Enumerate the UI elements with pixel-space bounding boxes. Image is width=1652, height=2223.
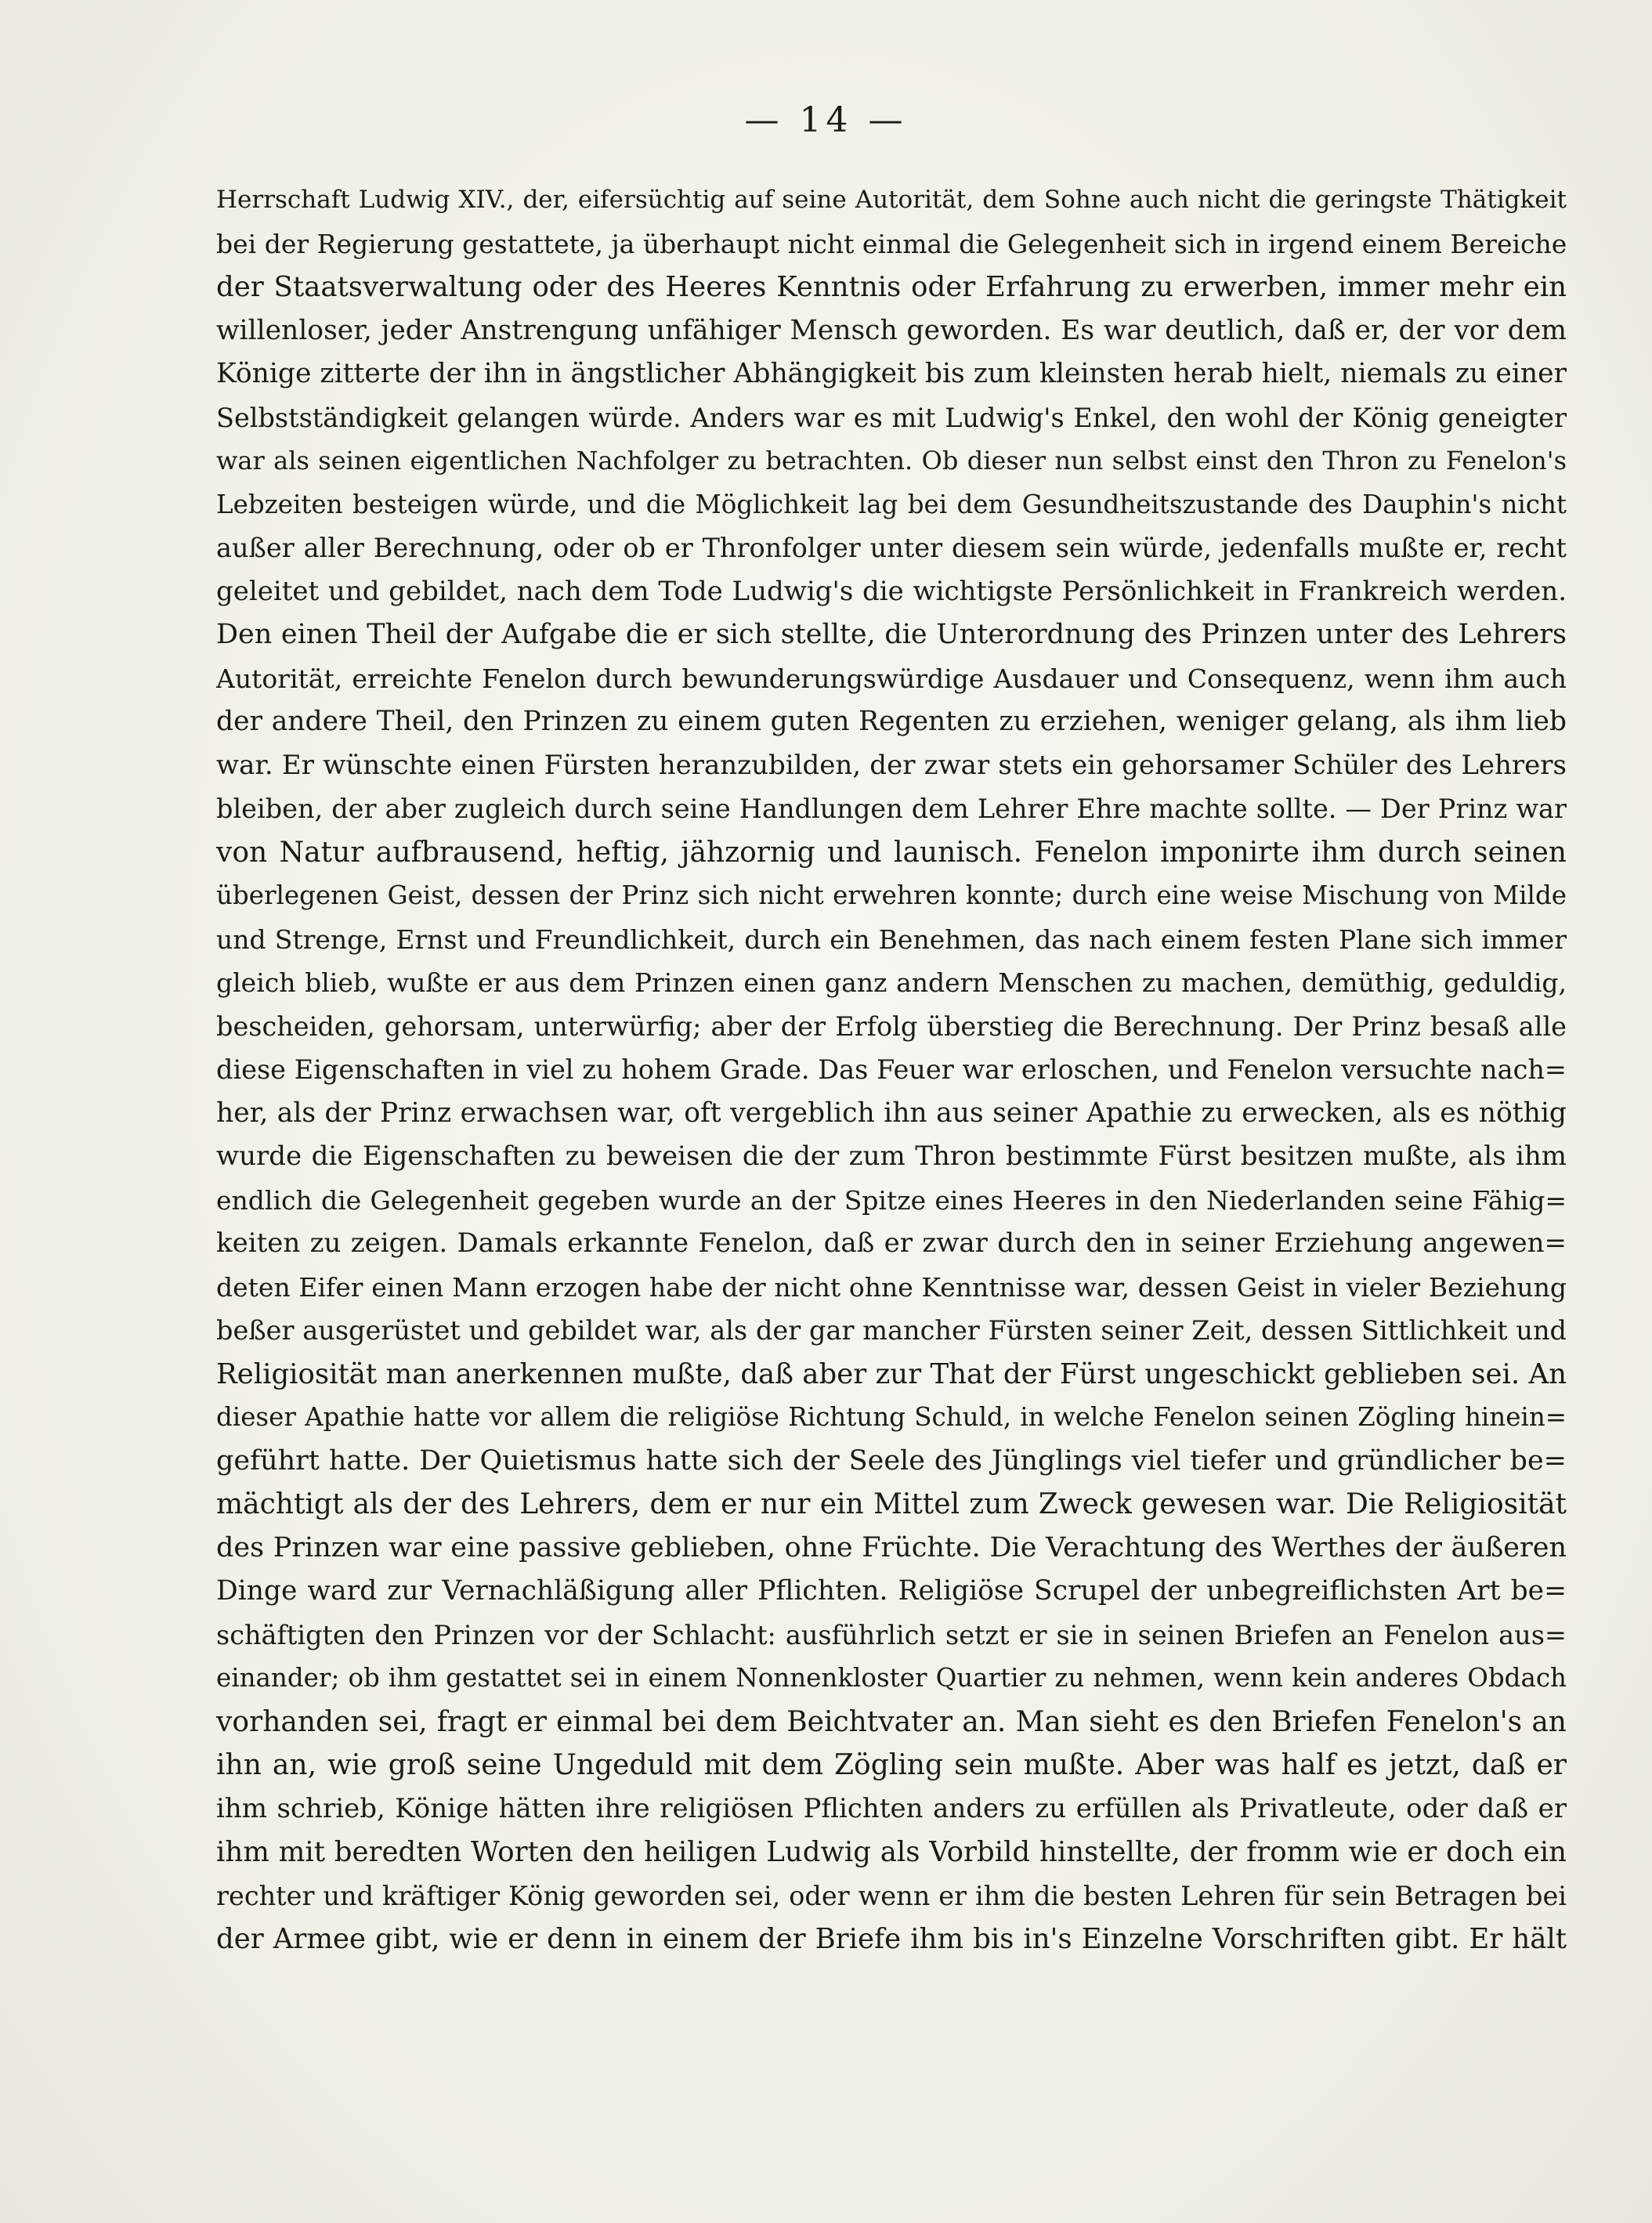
text-line: Autorität, erreichte Fenelon durch bewunderungswürdige Ausdauer und Consequenz, wenn ihm auch bbox=[216, 663, 1567, 694]
text-line: ihm mit beredten Worten den heiligen Ludwig als Vorbild hinstellte, der fromm wie er doch ein bbox=[216, 1836, 1567, 1868]
text-line: wurde die Eigenschaften zu beweisen die der zum Thron bestimmte Fürst besitzen mußte, als ihm bbox=[216, 1140, 1567, 1172]
text-line: gleich blieb, wußte er aus dem Prinzen einen ganz andern Menschen zu machen, demüthig, geduldig, bbox=[216, 967, 1567, 998]
text-line: Lebzeiten besteigen würde, und die Möglichkeit lag bei dem Gesundheitszustande des Dauphin's nicht bbox=[216, 489, 1567, 519]
text-line: schäftigten den Prinzen vor der Schlacht: ausführlich setzt er sie in seinen Briefen an Fenelon aus= bbox=[216, 1619, 1567, 1650]
text-line: rechter und kräftiger König geworden sei, oder wenn er ihm die besten Lehren für sein Betragen bei bbox=[216, 1880, 1567, 1911]
text-line: Dinge ward zur Vernachläßigung aller Pflichten. Religiöse Scrupel der unbegreiflichsten Art be= bbox=[216, 1575, 1567, 1607]
body-text bbox=[216, 179, 1567, 1961]
text-line: willenloser, jeder Anstrengung unfähiger Mensch geworden. Es war deutlich, daß er, der vor dem bbox=[216, 314, 1567, 346]
text-line: keiten zu zeigen. Damals erkannte Fenelon, daß er zwar durch den in seiner Erziehung angewen= bbox=[216, 1227, 1567, 1259]
text-line: einander; ob ihm gestattet sei in einem Nonnenkloster Quartier zu nehmen, wenn kein anderes Obdach bbox=[216, 1663, 1567, 1693]
text-line: der andere Theil, den Prinzen zu einem guten Regenten zu erziehen, weniger gelang, als ihm lieb bbox=[216, 706, 1567, 737]
text-line: geleitet und gebildet, nach dem Tode Ludwig's die wichtigste Persönlichkeit in Frankreich werden. bbox=[216, 575, 1567, 607]
text-line: bleiben, der aber zugleich durch seine Handlungen dem Lehrer Ehre machte sollte. — Der Prinz war bbox=[216, 793, 1567, 824]
text-line: mächtigt als der des Lehrers, dem er nur ein Mittel zum Zweck gewesen war. Die Religiosität bbox=[216, 1488, 1567, 1520]
text-line: außer aller Berechnung, oder ob er Thronfolger unter diesem sein würde, jedenfalls mußte er, recht bbox=[216, 533, 1567, 563]
text-line: Religiosität man anerkennen mußte, daß aber zur That der Fürst ungeschickt geblieben sei. An bbox=[216, 1357, 1567, 1390]
page-number: — 14 — bbox=[744, 100, 908, 140]
text-line: vorhanden sei, fragt er einmal bei dem Beichtvater an. Man sieht es den Briefen Fenelon's an bbox=[216, 1705, 1567, 1738]
text-line: war als seinen eigentlichen Nachfolger zu betrachten. Ob dieser nun selbst einst den Thron zu Fenelon's bbox=[216, 446, 1567, 475]
text-line: überlegenen Geist, dessen der Prinz sich nicht erwehren konnte; durch eine weise Mischung von Milde bbox=[216, 880, 1567, 910]
text-line: des Prinzen war eine passive geblieben, ohne Früchte. Die Verachtung des Werthes der äußeren bbox=[216, 1531, 1567, 1563]
text-line: Den einen Theil der Aufgabe die er sich stellte, die Unterordnung des Prinzen unter des Lehrers bbox=[216, 619, 1567, 650]
text-line: ihn an, wie groß seine Ungeduld mit dem Zögling sein mußte. Aber was half es jetzt, daß er bbox=[216, 1749, 1567, 1781]
text-line: Herrschaft Ludwig XIV., der, eifersüchtig auf seine Autorität, dem Sohne auch nicht die geringste Thätigkeit bbox=[216, 186, 1567, 214]
text-line: dieser Apathie hatte vor allem die religiöse Richtung Schuld, in welche Fenelon seinen Zögling hinein= bbox=[216, 1402, 1567, 1432]
text-line: Selbstständigkeit gelangen würde. Anders war es mit Ludwig's Enkel, den wohl der König geneigter bbox=[216, 402, 1567, 433]
text-line: bescheiden, gehorsam, unterwürfig; aber der Erfolg überstieg die Berechnung. Der Prinz besaß alle bbox=[216, 1010, 1567, 1042]
text-line: der Armee gibt, wie er denn in einem der Briefe ihm bis in's Einzelne Vorschriften gibt. Er hält bbox=[216, 1923, 1567, 1955]
text-line: beßer ausgerüstet und gebildet war, als der gar mancher Fürsten seiner Zeit, dessen Sittlichkeit und bbox=[216, 1315, 1567, 1346]
text-line: der Staatsverwaltung oder des Heeres Kenntnis oder Erfahrung zu erwerben, immer mehr ein bbox=[216, 271, 1567, 303]
text-line: geführt hatte. Der Quietismus hatte sich der Seele des Jünglings viel tiefer und gründlicher be= bbox=[216, 1444, 1567, 1477]
text-line: Könige zitterte der ihn in ängstlicher Abhängigkeit bis zum kleinsten herab hielt, niemals zu einer bbox=[216, 358, 1567, 389]
text-line: bei der Regierung gestattete, ja überhaupt nicht einmal die Gelegenheit sich in irgend einem Bereiche bbox=[216, 228, 1567, 259]
text-line: ihm schrieb, Könige hätten ihre religiösen Pflichten anders zu erfüllen als Privatleute, oder daß er bbox=[216, 1792, 1567, 1824]
text-line: deten Eifer einen Mann erzogen habe der nicht ohne Kenntnisse war, dessen Geist in vieler Beziehung bbox=[216, 1271, 1567, 1303]
text-line: und Strenge, Ernst und Freundlichkeit, durch ein Benehmen, das nach einem festen Plane sich immer bbox=[216, 924, 1567, 955]
text-line: endlich die Gelegenheit gegeben wurde an der Spitze eines Heeres in den Niederlanden seine Fähig= bbox=[216, 1184, 1567, 1216]
text-line: her, als der Prinz erwachsen war, oft vergeblich ihn aus seiner Apathie zu erwecken, als es nöthig bbox=[216, 1097, 1567, 1129]
text-line: von Natur aufbrausend, heftig, jähzornig und launisch. Fenelon imponirte ihm durch seinen bbox=[216, 836, 1567, 869]
text-line: war. Er wünschte einen Fürsten heranzubilden, der zwar stets ein gehorsamer Schüler des Lehrers bbox=[216, 749, 1567, 781]
text-line: diese Eigenschaften in viel zu hohem Grade. Das Feuer war erloschen, und Fenelon versuchte nach= bbox=[216, 1054, 1567, 1085]
